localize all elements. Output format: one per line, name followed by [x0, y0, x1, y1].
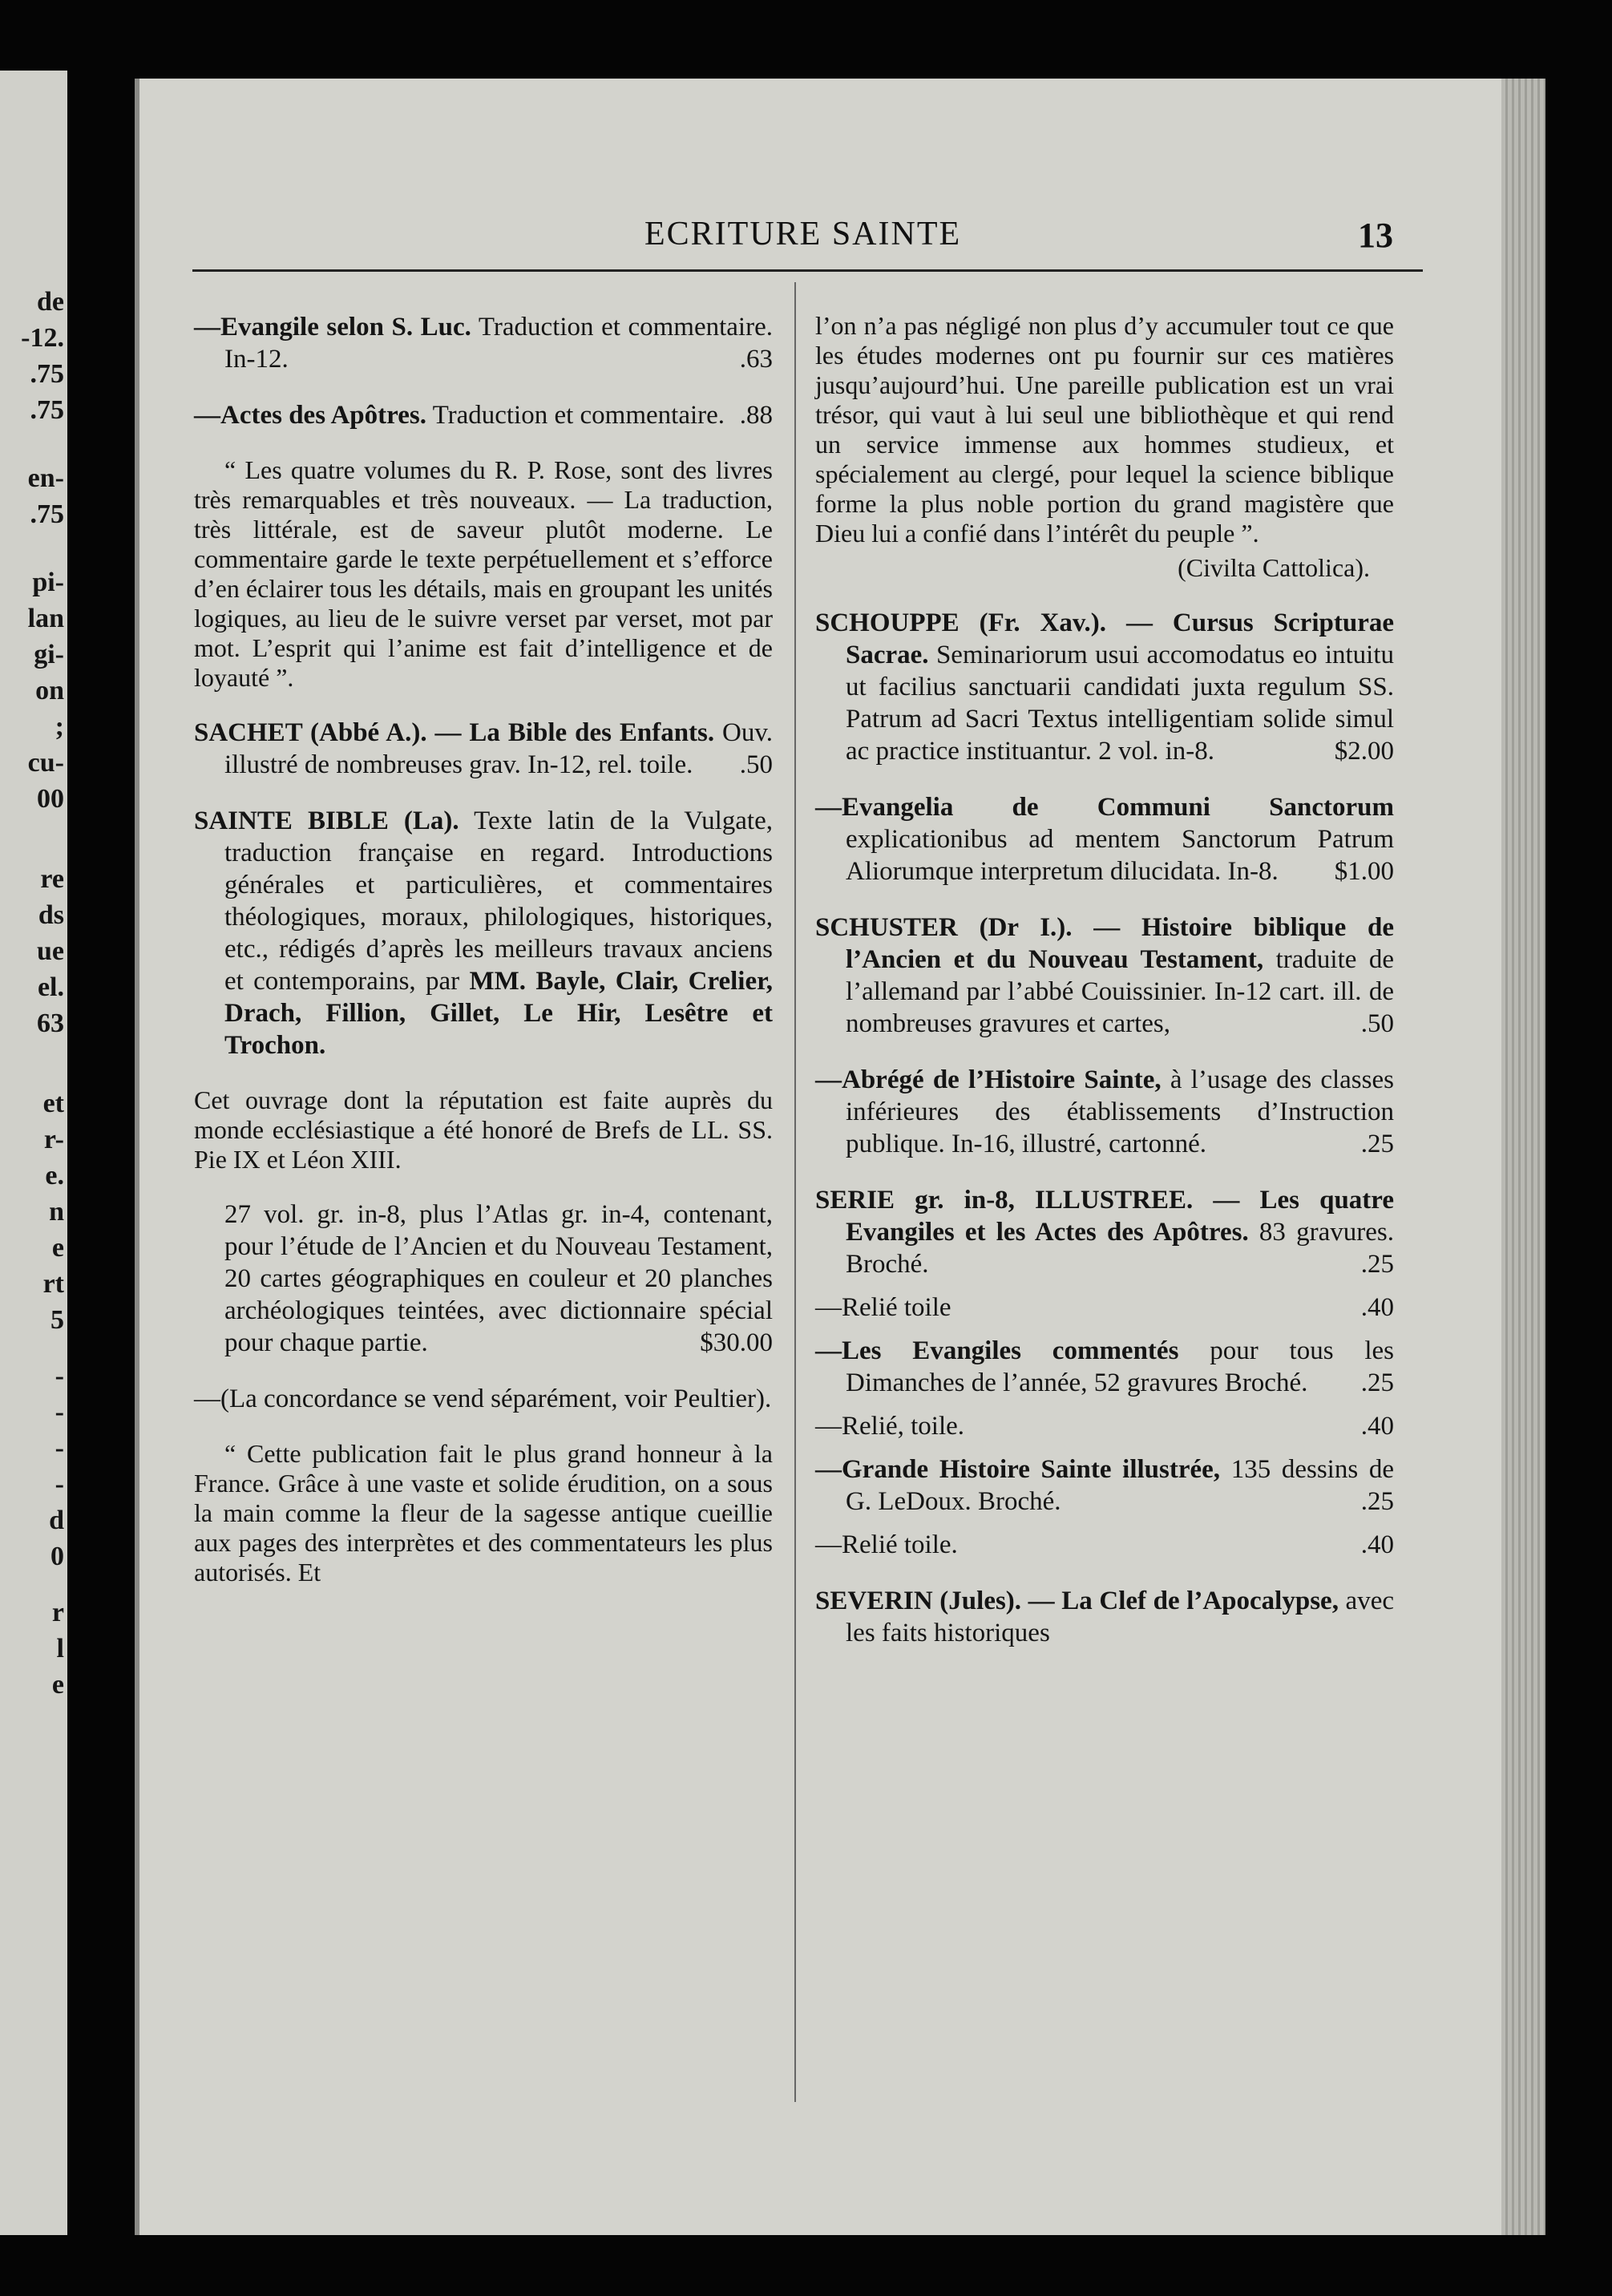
quote-source: (Civilta Cattolica).	[1178, 553, 1370, 582]
column-divider	[794, 282, 796, 2102]
quote-honneur: “ Cette publication fait le plus grand honneur à la France. Grâce à une vaste et solide érudition, on a sous la main comme la fleur de la sagesse antique cueillie aux pages des interprètes et des commentateurs les plus autorisés. Et	[194, 1439, 773, 1587]
entry-evangelia: —Evangelia de Communi Sanctorum explicationibus ad mentem Sanctorum Patrum Aliorumque interpretum dilucidata. In-8. $1.00	[815, 793, 1394, 886]
prev-fragment: ds	[38, 900, 64, 930]
price: $1.00	[1334, 857, 1394, 886]
quote-continued: l’on n’a pas négligé non plus d’y accumuler tout ce que les études modernes ont pu fournir sur ces matières jusqu’aujourd’hui. Une pareille publication est un vrai trésor, qui vaut à lui seul une bibliothèque et qui rend un service immense aux hommes studieux, et spécialement au clergé, pour lequel la science biblique forme la plus noble portion du grand magistère que Dieu lui a confié dans l’intérêt du peuple ”.	[815, 311, 1394, 548]
page-stack-edge	[1501, 79, 1545, 2235]
entry-serie: SERIE gr. in-8, ILLUSTREE. — Les quatre Evangiles et les Actes des Apôtres. 83 gravures. Broché. .25	[815, 1186, 1395, 1279]
header-rule	[192, 269, 1423, 272]
price: .50	[739, 750, 773, 779]
entry-sainte-bible: SAINTE BIBLE (La). Texte latin de la Vulgate, traduction française en regard. Introductions générales et particulières, et commentaires théologiques, moraux, philologiques, historiques, etc., rédigés d’après les meilleurs travaux anciens et contemporains, par MM. Bayle, Clair, Crelier, Drach, Fillion, Gillet, Le Hir, Lesêtre et Trochon.	[194, 806, 773, 1060]
prev-fragment: 0	[51, 1542, 64, 1571]
prev-fragment: lan	[27, 604, 64, 633]
entry-severin: SEVERIN (Jules). — La Clef de l’Apocalypse, avec les faits historiques	[815, 1587, 1394, 1647]
entry-sachet: SACHET (Abbé A.). — La Bible des Enfants. Ouv. illustré de nombreuses grav. In-12, rel. toile. .50	[194, 718, 773, 779]
previous-page-edge	[0, 71, 67, 2235]
prev-fragment: -	[55, 1433, 64, 1463]
prev-fragment: e.	[45, 1161, 64, 1190]
quote-rose: “ Les quatre volumes du R. P. Rose, sont des livres très remarquables et très nouveaux. — La traduction, très littérale, est de saveur plutôt moderne. Le commentaire garde le texte perpétuellement et s’efforce d’en éclairer tous les détails, mais en groupant les unités logiques, au lieu de le suivre verset par verset, mot par mot. L’esprit qui l’anime est fait d’intelligence et de loyauté ”.	[194, 455, 773, 692]
prev-fragment: -	[55, 1361, 64, 1391]
catalog-page	[135, 79, 1545, 2235]
entry-schuster: SCHUSTER (Dr I.). — Histoire biblique de l’Ancien et du Nouveau Testament, traduite de l’allemand par l’abbé Couissinier. In-12 cart. ill. de nombreuses gravures et cartes, .50	[815, 913, 1395, 1038]
price: $2.00	[1334, 737, 1394, 766]
prev-fragment: .75	[30, 395, 64, 425]
concordance-note: —(La concordance se vend séparément, voir Peultier).	[194, 1384, 772, 1413]
right-column	[815, 311, 1394, 1673]
prev-fragment: re	[40, 864, 64, 894]
price: .25	[1360, 1487, 1394, 1516]
price: $30.00	[700, 1328, 773, 1357]
page-number: 13	[1358, 216, 1393, 255]
prev-fragment: n	[49, 1197, 64, 1227]
prev-fragment: en-	[27, 463, 64, 493]
page-header	[139, 215, 1550, 263]
volumes-description: 27 vol. gr. in-8, plus l’Atlas gr. in-4, contenant, pour l’étude de l’Ancien et du Nouveau Testament, 20 cartes géographiques en couleur et 20 planches archéologiques teintées, avec dictionnaire spécial pour chaque partie. $30.00	[224, 1200, 773, 1357]
entry-evangiles-relie: —Relié, toile. .40	[815, 1412, 1394, 1441]
prev-fragment: ;	[55, 712, 64, 742]
entry-serie-relie: —Relié toile .40	[815, 1293, 1394, 1322]
prev-fragment: 00	[37, 784, 64, 814]
entry-schouppe: SCHOUPPE (Fr. Xav.). — Cursus Scripturae Sacrae. Seminariorum usui accomodatus eo intuitu ut facilius sanctuarii candidati juxta regulum SS. Patrum ad Sacri Textus intelligentiam solide simul ac practice instituantur. 2 vol. in-8. $2.00	[815, 608, 1394, 766]
entry-grande-relie: —Relié toile. .40	[815, 1530, 1394, 1559]
prev-fragment: -	[55, 1469, 64, 1499]
prev-fragment: r	[51, 1598, 64, 1627]
entry-evangiles-commentes: —Les Evangiles commentés pour tous les Dimanches de l’année, 52 gravures Broché. .25	[815, 1336, 1394, 1397]
price: .88	[739, 401, 773, 430]
price: .25	[1360, 1368, 1394, 1397]
price: .40	[1360, 1412, 1394, 1441]
prev-fragment: -	[55, 1397, 64, 1427]
prev-fragment: .75	[30, 359, 64, 389]
prev-fragment: rt	[42, 1269, 64, 1299]
left-column	[194, 311, 773, 1611]
prev-fragment: pi-	[32, 568, 64, 597]
prev-fragment: -12.	[21, 323, 64, 353]
entry-evangile-luc: —Evangile selon S. Luc. Traduction et commentaire. In-12. .63	[194, 313, 773, 374]
price: .25	[1360, 1130, 1394, 1158]
prev-fragment: de	[37, 287, 64, 317]
reputation-note: Cet ouvrage dont la réputation est faite auprès du monde ecclésiastique a été honoré de Brefs de LL. SS. Pie IX et Léon XIII.	[194, 1085, 773, 1174]
prev-fragment: el.	[37, 972, 64, 1002]
prev-fragment: r-	[43, 1125, 64, 1154]
price: .40	[1360, 1530, 1394, 1559]
price: .40	[1360, 1293, 1394, 1322]
prev-fragment: l	[56, 1634, 64, 1663]
prev-fragment: 5	[51, 1305, 64, 1335]
entry-grande-histoire: —Grande Histoire Sainte illustrée, 135 dessins de G. LeDoux. Broché. .25	[815, 1455, 1394, 1516]
prev-fragment: et	[42, 1089, 64, 1118]
price: .25	[1360, 1250, 1394, 1279]
prev-fragment: d	[49, 1506, 64, 1535]
entry-actes-apotres: —Actes des Apôtres. Traduction et commentaire. .88	[194, 401, 773, 430]
prev-fragment: .75	[30, 499, 64, 529]
prev-fragment: on	[35, 676, 64, 705]
entry-abrege: —Abrégé de l’Histoire Sainte, à l’usage des classes inférieures des établissements d’Instruction publique. In-16, illustré, cartonné. .25	[815, 1065, 1394, 1158]
prev-fragment: ue	[37, 936, 64, 966]
prev-fragment: gi-	[34, 640, 64, 669]
prev-fragment: 63	[37, 1009, 64, 1038]
prev-fragment: e	[51, 1670, 64, 1700]
running-head: ECRITURE SAINTE	[644, 216, 962, 253]
prev-fragment: e	[51, 1233, 64, 1263]
prev-fragment: cu-	[27, 748, 64, 778]
price: .50	[1360, 1009, 1394, 1038]
price: .63	[739, 345, 773, 374]
